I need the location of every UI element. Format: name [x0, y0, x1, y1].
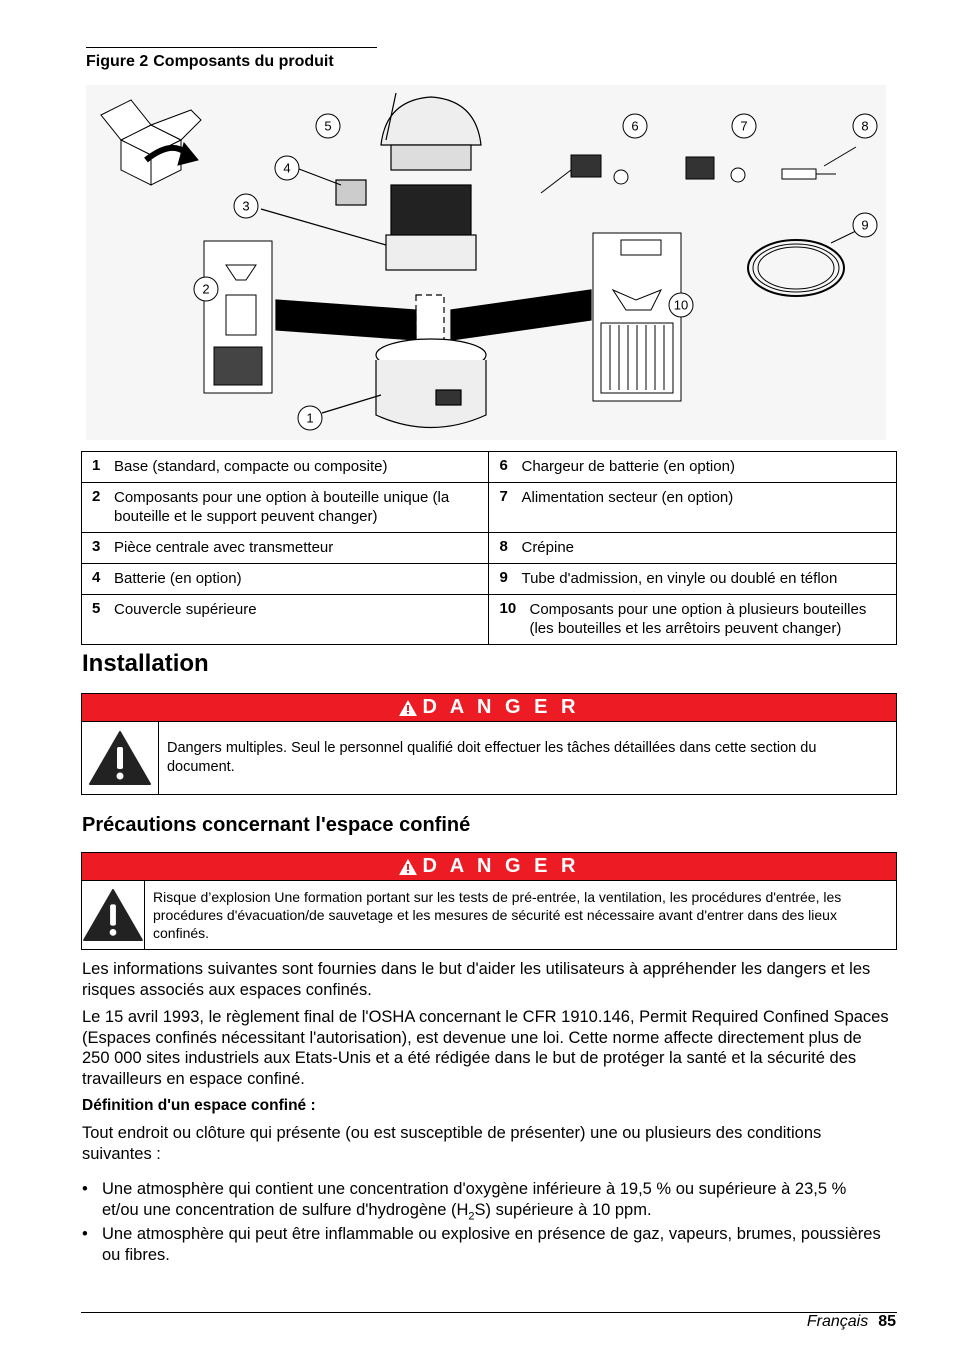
danger-message: Dangers multiples. Seul le personnel qualifié doit effectuer les tâches détaillées dans cette section du document. — [166, 740, 817, 775]
table-row: 3 Pièce centrale avec transmetteur 8 Crépine — [82, 533, 897, 564]
product-components-illustration — [86, 85, 886, 440]
warning-icon — [399, 700, 417, 716]
svg-text:6: 6 — [631, 118, 639, 134]
footer-language: Français — [806, 1313, 869, 1330]
danger-label: D A N G E R — [422, 696, 580, 718]
svg-text:10: 10 — [673, 297, 689, 313]
callout-7 — [732, 114, 756, 138]
table-row: 5 Couvercle supérieure 10 Composants pour une option à plusieurs bouteilles (les bouteilles et les arrêtoirs peuvent changer) — [82, 595, 897, 645]
svg-text:3: 3 — [242, 198, 250, 214]
svg-text:1: 1 — [306, 410, 314, 426]
definition-heading: Définition d'un espace confiné : — [82, 1097, 316, 1114]
svg-text:2: 2 — [202, 281, 210, 297]
figure-caption — [86, 47, 377, 71]
table-row: 1 Base (standard, compacte ou composite) 6 Chargeur de batterie (en option) — [82, 452, 897, 483]
callout-8 — [853, 114, 877, 138]
definition-paragraph: Tout endroit ou clôture qui présente (ou est susceptible de présenter) une ou plusieurs des conditions suivantes : — [82, 1124, 822, 1163]
callout-10 — [669, 293, 693, 317]
warning-icon — [82, 722, 159, 794]
svg-text:9: 9 — [861, 217, 869, 233]
table-row: 2 Composants pour une option à bouteille unique (la bouteille et le support peuvent changer) 7 Alimentation secteur (en option) — [82, 483, 897, 533]
danger-label: D A N G E R — [422, 855, 580, 877]
svg-text:8: 8 — [861, 118, 869, 134]
danger-message: Risque d’explosion Une formation portant sur les tests de pré-entrée, la ventilation, les procédures d'entrée, les procédures d'évacuation/de sauvetage et les mesures de sécurité est nécessaire avant d'entrer dans des lieux confinés. — [153, 889, 842, 941]
callout-4 — [275, 156, 299, 180]
callout-9 — [853, 213, 877, 237]
danger-header — [82, 853, 896, 881]
osha-paragraph: Le 15 avril 1993, le règlement final de l'OSHA concernant le CFR 1910.146, Permit Required Confined Spaces (Espaces confinés nécessitant l'autorisation), est devenue une loi. Cette norme affecte directement plus de 250 000 sites industriels aux Etats-Unis et a été rédigée dans le but de protéger la santé et la sécurité des travailleurs en espace confiné. — [82, 1008, 889, 1088]
callout-3 — [234, 194, 258, 218]
list-item: • Une atmosphère qui peut être inflammable ou explosive en présence de gaz, vapeurs, brumes, poussières ou fibres. — [82, 1225, 881, 1264]
page-number: 85 — [878, 1313, 896, 1330]
installation-heading: Installation — [82, 650, 209, 677]
svg-text:7: 7 — [740, 118, 748, 134]
confined-space-heading: Précautions concernant l'espace confiné — [82, 814, 471, 836]
figure-label: Figure 2 — [86, 53, 149, 70]
figure-title: Composants du produit — [153, 53, 334, 70]
warning-icon — [82, 881, 145, 949]
table-row: 4 Batterie (en option) 9 Tube d'admission, en vinyle ou doublé en téflon — [82, 564, 897, 595]
callout-2 — [194, 277, 218, 301]
callout-1 — [298, 406, 322, 430]
callout-5 — [316, 114, 340, 138]
footer-divider — [81, 1312, 897, 1313]
callout-6 — [623, 114, 647, 138]
components-legend-table — [81, 451, 897, 645]
svg-text:4: 4 — [283, 160, 291, 176]
intro-paragraph: Les informations suivantes sont fournies dans le but d'aider les utilisateurs à appréhender les dangers et les risques associés aux espaces confinés. — [82, 960, 871, 999]
warning-icon — [399, 859, 417, 875]
danger-box-2 — [81, 852, 897, 950]
list-item: • Une atmosphère qui contient une concentration d'oxygène inférieure à 19,5 % ou supérieure à 23,5 % et/ou une concentration de sulfure d'hydrogène $(H_2S)$ supérieure à 10 ppm. — [82, 1180, 847, 1222]
danger-box-1 — [81, 693, 897, 795]
danger-header — [82, 694, 896, 722]
single-bottle-panel-drawing — [196, 241, 272, 393]
svg-text:5: 5 — [324, 118, 332, 134]
multi-bottle-panel-drawing — [593, 233, 681, 401]
page-footer — [807, 1313, 896, 1331]
